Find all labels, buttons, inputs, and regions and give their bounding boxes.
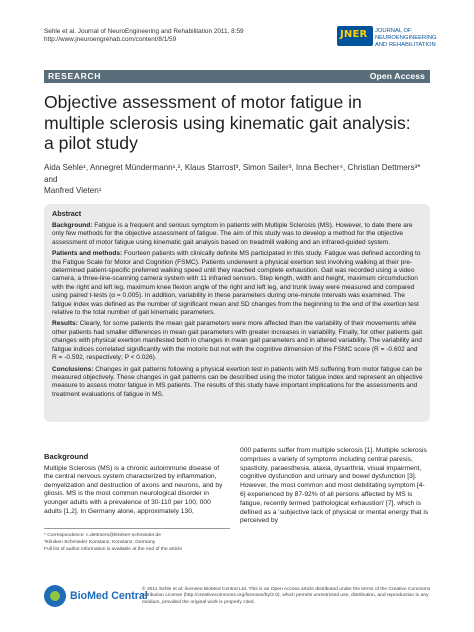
abstract-section-text: Fatigue is a frequent and serious symptom in patients with Multiple Sclerosis (MS). However, to date there are only few methods for the objective assessment of fatigue. The aim of this study was to develop a method for the objective assessment of motor fatigue using kinematic gait analysis based on treadmill walking and an infrared-guided system. xyxy=(52,222,413,246)
background-paragraph: Multiple Sclerosis (MS) is a chronic autoimmune disease of the central nervous system characterized by inflammation, demyelization and destruction of axons and neurons, and by gliosis. MS is the most common neurological disorder in younger adults with a prevalence of 30-110 per 100, 000 adults [1,2]. In Germany alone, approximately 130, xyxy=(44,464,223,515)
publisher-name: BioMed Central xyxy=(70,590,148,602)
journal-name-line2: AND REHABILITATION xyxy=(375,42,436,48)
abstract-results xyxy=(52,320,424,362)
abstract-section-label: Conclusions: xyxy=(52,365,94,373)
affiliation-footnote: ³Kliniken Schmieder Konstanz, Konstanz, Germany xyxy=(44,539,156,545)
author-line: Aida Sehle¹, Annegret Mündermann¹,², Klaus Starrost³, Simon Sailer³, Inna Becher⁴, Christian Dettmers³* and xyxy=(44,163,421,184)
title-line: Objective assessment of motor fatigue in xyxy=(44,92,362,112)
title-line: a pilot study xyxy=(44,133,138,154)
footnotes xyxy=(44,533,230,553)
abstract-section-text: Fourteen patients with clinically definite MS participated in this study. Fatigue was defined according to the Fatigue Scale for Motor and Cognition (FSMC). Patients underwent a physical exertion test involving walking at their pre-determined patient-specific preferred walking speed until they reached complete exhaustion. Gait was recorded using a video camera, a three-line-scanning camera system with 11 infrared sensors. Step length, width and height, maximum circumduction with the right and left leg, maximum knee flexion angle of the right and left leg, and trunk sway were measured and compared using paired t-tests (α = 0.005). In addition, variability in these parameters during one-minute intervals was examined. The fatigue index was defined as the number of significant mean and SD changes from the beginning to the end of the exertion test relative to the total number of gait kinematic parameters. xyxy=(52,250,421,317)
journal-logo xyxy=(337,26,437,48)
journal-logo-mark xyxy=(337,26,373,46)
journal-name xyxy=(375,28,467,49)
abstract-section-text: Clearly, for some patients the mean gait parameters were more affected than the variability of their movements while other patients had smaller differences in mean gait parameters with greater increases in variability. Finally, for other patients gait changes with physical exertion manifested both in changes in mean gait parameters and in altered variability. The variability and fatigue indices correlated significantly with the motoric but not with the cognitive dimension of the FSMC score (R = -0.602 and R = -0.592, respectively; P < 0.026). xyxy=(52,320,423,362)
background-heading: Background xyxy=(44,452,89,461)
open-access-label: Open Access xyxy=(369,71,425,81)
body-column-left xyxy=(44,453,230,516)
biomed-central-icon xyxy=(44,585,66,607)
abstract-conclusions xyxy=(52,366,424,400)
section-label: RESEARCH xyxy=(48,71,102,81)
body-column-right xyxy=(240,447,430,526)
abstract-body xyxy=(52,222,424,402)
author-line: Manfred Vieten¹ xyxy=(44,186,102,196)
license-text: © 2011 Sehle et al; licensee BioMed Central Ltd. This is an Open Access article distributed under the terms of the Creative Commons Attribution License (http://creativecommons.org/licenses/by/2.0), which permits unrestricted use, distribution, and reproduction in any medium, provided the original work is properly cited. xyxy=(142,587,431,605)
citation-url[interactable]: http://www.jneuroengrehab.com/content/8/1/59 xyxy=(44,36,177,44)
abstract-section-text: Changes in gait patterns following a physical exertion test in patients with MS suffering from motor fatigue can be measured objectively. These changes in gait patterns can be described using the motor fatigue index and represent an objective measure to assess motor fatigue in MS patients. The results of this study have important implications for the assessments and treatment evaluations of fatigue in MS. xyxy=(52,365,423,398)
abstract-section-label: Results: xyxy=(52,320,78,328)
article-type-banner xyxy=(44,70,430,83)
biomed-central-logo xyxy=(44,585,148,611)
abstract-section-label: Background: xyxy=(52,222,93,229)
citation-header xyxy=(44,28,244,44)
journal-logo-text: JNER xyxy=(340,29,368,40)
background-paragraph-continued: 000 patients suffer from multiple sclerosis [1]. Multiple sclerosis comprises a variety of symptoms including central paresis, spasticity, paraesthesia, ataxia, dysarthria, visual impairment, cognitive dysfunction and urinary and bowel dysfunction [3]. However, the most common and most debilitating symptom [4-6] experienced by 87-92% of all persons affected by MS is fatigue, recently termed 'pathological exhaustion' [7], which is defined as a 'subjective lack of physical or mental energy that is perceived by xyxy=(240,447,429,525)
abstract-section-label: Patients and methods: xyxy=(52,250,123,258)
citation-line: Sehle et al. Journal of NeuroEngineering and Rehabilitation 2011, 8:59 xyxy=(44,28,244,35)
author-list xyxy=(44,162,434,197)
abstract-heading: Abstract xyxy=(52,209,82,218)
title-line: multiple sclerosis using kinematic gait analysis: xyxy=(44,112,411,133)
abstract-background xyxy=(52,222,424,247)
journal-name-line1: JOURNAL OF NEUROENGINEERING xyxy=(375,28,437,41)
abstract-box xyxy=(44,204,430,422)
author-info-footnote: Full list of author information is available at the end of the article xyxy=(44,546,183,552)
abstract-methods xyxy=(52,250,424,317)
correspondence-footnote[interactable]: * Correspondence: c.dettmers@kliniken-schmieder.de xyxy=(44,533,161,538)
footnote-divider xyxy=(44,528,230,529)
article-title xyxy=(44,92,444,154)
